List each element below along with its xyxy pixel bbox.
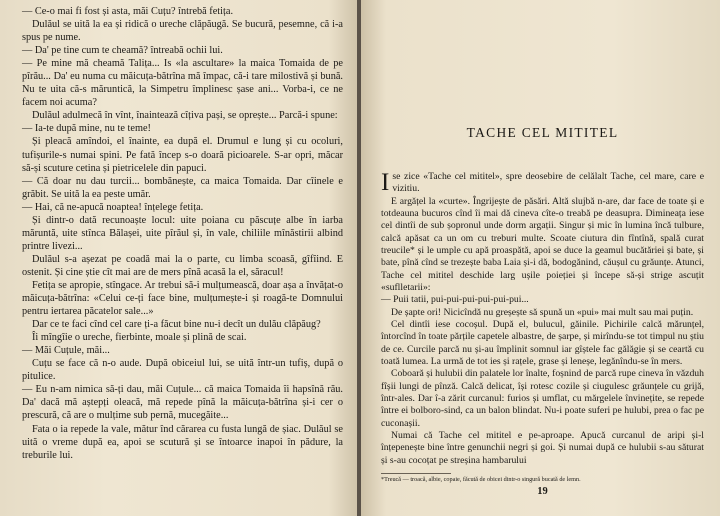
first-paragraph [381,171,704,196]
left-page [0,0,357,516]
first-paragraph-text: se zice «Tache cel mititel», spre deosebire de celălalt Tache, cel mare, care e vizitiu. [392,171,704,195]
paragraph: — Hai, că ne-apucă noaptea! înțelege fetița. [22,201,204,213]
left-page-text [22,5,343,462]
paragraph: — Măi Cuțule, măi... [22,345,110,357]
paragraph: — Ce-o mai fi fost și asta, măi Cuțu? întrebă fetița. [22,6,234,17]
paragraph: De șapte ori! Nicicîndă nu greșește să spună un «pui» mai mult sau mai puțin. [391,306,694,318]
paragraph: Dulăul adulmecă în vînt, înaintează cîțiva pași, se oprește... Parcă-i spune: [32,110,338,122]
chapter-title: TACHE CEL MITITEL [466,125,619,140]
footnote-rule [381,473,451,474]
paragraph: Cuțu se face că n-o aude. După obiceiul lui, se uită într-un tufiș, după o pitulice. [22,358,343,383]
paragraph: Și pleacă amîndoi, el înainte, ea după el. Drumul e lung și cu ocoluri, tufișurile-s numai spini. Pe fată încep s-o doară picioarele. S-ar opri, măcar să-și scuture cetina și pietricelele din papuci. [22,136,343,174]
paragraph: E argățel la «curte». Îngrijește de păsări. Altă slujbă n-are, dar face de toate și e totdeauna bucuros cînd îi mai dă cineva cîte-o treabă pe deasupra. Dimineața iese cel dintîi de sub șopronul unde dorm argații. Singur și mic în lumina încă tulbure, calcă apăsat ca un om cu treburi multe. Scoate ciutura din fîntînă, spală curat treucile* și le umple cu apă proaspătă, apoi se duce la geamul bucătăriei și bate, și bate, pînă cînd se trezește baba Laia și-i dă, bodogănind, căușul cu grăunțe. Atunci, Tache cel mititel deschide larg ușile poieției și începe să-și strige ascuțit «suflletarii»: [381,195,704,293]
paragraph: Fetița se apropie, stîngace. Ar trebui să-i mulțumească, doar așa a învățat-o măicuța-bătrîna: «Celui ce-ți face bine, mulțumește-i și roagă-te Domnului pentru iertarea păcatelor sale...» [22,279,343,318]
paragraph: — Da' pe tine cum te cheamă? întreabă ochii lui. [22,45,223,57]
right-page-text [381,171,704,467]
paragraph: Coboară și hulubii din palatele lor înalte, foșnind de parcă rupe cineva în văzduh fîșii lungi de pînză. Calcă delicat, își rotesc cozile și ciugulesc grăunțele cu grijă, într-ales. Dar î-a zărit curcanul: furios și umflat, cu mărgelele învinețite, se repede între ei bolboro-sind, ca un balon blindat. Nu-i poate suferi pe hulubi, prea o fac pe cuconașii. [381,368,704,429]
paragraph: Și dintr-o dată recunoaște locul: uite poiana cu păscuțe albe în iarba măruntă, uite stînca Bălașei, uite pîrăul și, în vale, chiliile mînăstirii albind printre livezi... [22,214,343,252]
footnote: *Treucă — troacă, albie, copaie, făcută de obicei dintr-o singură bucată de lemn. [381,475,581,483]
paragraph: Cel dintîi iese cocoșul. După el, bulucul, găinile. Pichirile calcă mărunțel, întorcînd în toate părțile capetele albastre, de șarpe, și mirîndu-se tot timpul nu știu de ce. Curcile parcă nu și-au împlinit somnul iar gîștele fac gălăgie și se ceartă cu toată lumea. La urmă de tot ies și rațele, grase și leneșe, legănîndu-se în mers. [381,318,704,367]
paragraph: — Pe mine mă cheamă Talița... Is «la ascultare» la maica Tomaida de pe pîrău... Da' eu numa cu măicuța-bătrîna mă împac, că-i tare milostivă și bună. Nu te uita că-s măruntică, la Simpetru împlinesc șase ani... Vorba-i, ce ne facem noi acuma? [22,58,343,109]
right-page [361,0,720,516]
paragraph: Dar ce te faci cînd cel care ți-a făcut bine nu-i decît un dulău clăpăug? [32,319,321,331]
paragraph: Îi mîngîie o ureche, fierbinte, moale și plină de scai. [32,332,247,344]
paragraph: Fata o ia repede la vale, mătur înd cărarea cu fusta lungă de șiac. Dulăul se uită o vreme după ea, apoi se scutură și se întoarce inapoi în pădure, la treburile lui. [22,423,343,461]
paragraph: — Eu n-am nimica să-ți dau, măi Cuțule... că maica Tomaida îi hapsînă rău. Da' dacă mă aștepți oleacă, mă repede pînă la măicuța-bătrîna și-i cer o prescură, că are o mulțime sub pernă, mucegăite... [22,384,343,422]
paragraph: — Ia-te după mine, nu te teme! [22,123,151,135]
paragraph: — Că doar nu dau turcii... bombănește, ca maica Tomaida. Dar cîinele e grăbit. Se uită la ea peste umăr. [22,175,343,200]
drop-cap: I [381,169,390,196]
page-number: 19 [537,485,548,497]
paragraph: Dulăul s-a așezat pe coadă mai la o parte, cu limba scoasă, gîfîind. E ostenit. Și cine știe cît mai are de mers pînă acasă la el, săracul! [22,253,343,278]
paragraph: Dulăul se uită la ea și ridică o ureche clăpăugă. Se bucură, pesemne, că i-a spus pe nume. [22,19,343,44]
paragraph: Numai că Tache cel mititel e pe-aproape. Apucă curcanul de aripi și-l înțepenește bine între genunchii negri și goi. Și numai după ce hulubii s-au săturat și s-au cocoțat pe streșina hambarului [381,429,704,466]
paragraph: — Puii tatii, pui-pui-pui-pui-pui-pui... [381,294,529,306]
